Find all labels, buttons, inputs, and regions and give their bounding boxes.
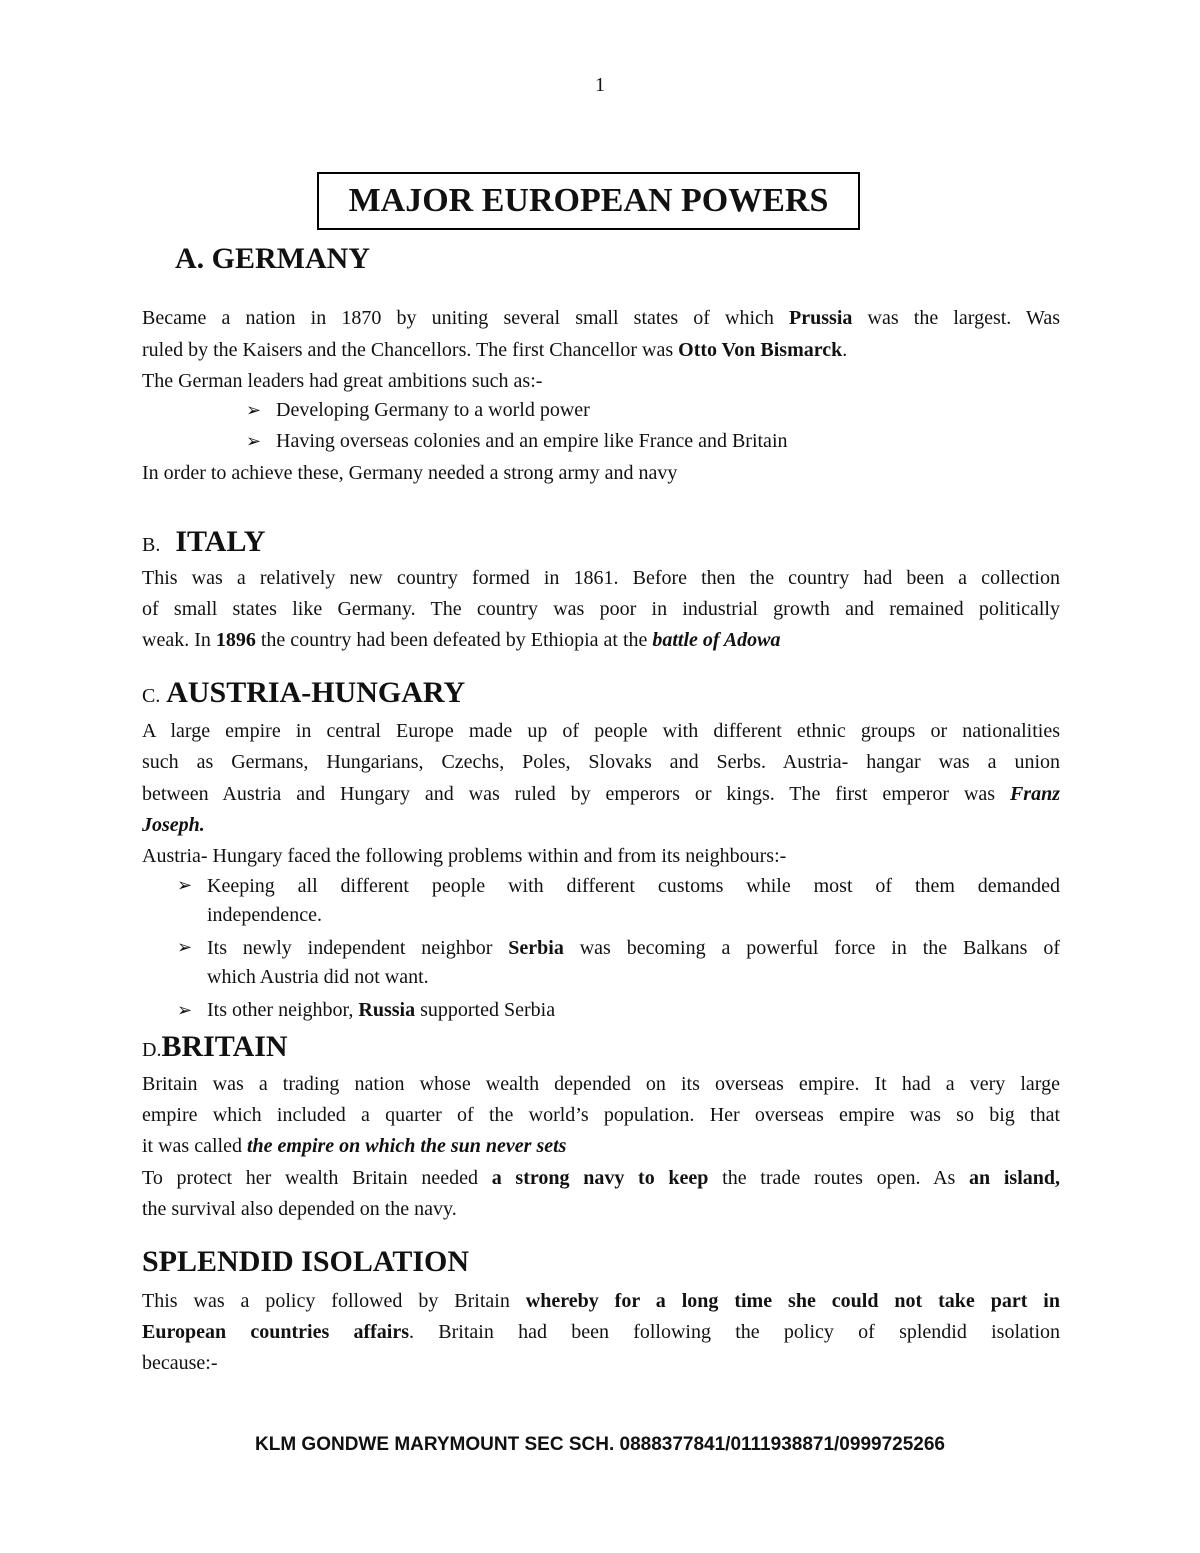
text: Its other neighbor, [207, 999, 359, 1021]
page-title: MAJOR EUROPEAN POWERS [348, 182, 829, 219]
bold-text: Otto Von Bismarck [678, 339, 843, 361]
germany-heading: A. GERMANY [175, 242, 370, 275]
page-number: 1 [595, 74, 605, 96]
italy-line-2: of small states like Germany. The country was poor in industrial growth and remained politically [142, 598, 1060, 620]
text: Its newly independent neighbor [207, 937, 509, 959]
bold-italic-text: the empire on which the sun never sets [246, 1135, 567, 1157]
britain-line-3 [142, 1134, 1060, 1158]
britain-line-5: the survival also depended on the navy. [142, 1198, 457, 1220]
austria-bullet-1 [177, 875, 1060, 927]
bold-text: an island, [969, 1167, 1061, 1189]
germany-bullet-2 [246, 430, 788, 453]
text: supported Serbia [415, 999, 556, 1021]
bold-italic-text: Joseph. [142, 814, 205, 836]
bold-text: a strong navy to keep [491, 1167, 709, 1189]
arrowhead-bullet-icon: ➢ [246, 400, 262, 420]
text: ruled by the Kaisers and the Chancellors. The first Chancellor was [142, 339, 679, 361]
bold-text: Serbia [508, 937, 564, 959]
austria-line-2: such as Germans, Hungarians, Czechs, Poles, Slovaks and Serbs. Austria- hangar was a union [142, 751, 1060, 773]
isolation-line-3: because:- [142, 1352, 218, 1374]
bold-text: European countries affairs [142, 1321, 410, 1343]
section-title: AUSTRIA-HUNGARY [166, 676, 466, 709]
title-box [317, 172, 860, 230]
text: Developing Germany to a world power [276, 399, 590, 421]
text: the country had been defeated by Ethiopia at the [255, 629, 653, 651]
austria-line-1: A large empire in central Europe made up of people with different ethnic groups or nationalities [142, 720, 1060, 742]
britain-line-4 [142, 1166, 1060, 1190]
text: between Austria and Hungary and was ruled by emperors or kings. The first emperor was [142, 783, 1010, 805]
arrowhead-bullet-icon: ➢ [246, 431, 262, 451]
bold-text: Russia [358, 999, 416, 1021]
text [207, 937, 1060, 960]
text: independence. [207, 904, 322, 926]
bold-italic-text: Franz [1009, 783, 1060, 805]
germany-line-3: The German leaders had great ambitions such as:- [142, 370, 543, 392]
text: it was called [142, 1135, 247, 1157]
page-footer: KLM GONDWE MARYMOUNT SEC SCH. 0888377841/0111938871/0999725266 [255, 1434, 945, 1455]
germany-line-1 [142, 306, 1060, 330]
bold-text: Prussia [789, 307, 853, 329]
britain-line-1: Britain was a trading nation whose wealth depended on its overseas empire. It had a very large [142, 1073, 1060, 1095]
section-title: BRITAIN [161, 1030, 288, 1063]
austria-bullet-3 [177, 999, 555, 1022]
britain-heading [142, 1030, 288, 1064]
germany-bullet-1 [246, 399, 590, 422]
section-letter: D. [142, 1039, 162, 1061]
text: the trade routes open. As [708, 1167, 970, 1189]
section-letter: C. [142, 685, 161, 707]
text: . Britain had been following the policy of splendid isolation [409, 1321, 1061, 1343]
bold-text: 1896 [215, 629, 256, 651]
germany-line-4: In order to achieve these, Germany needed a strong army and navy [142, 462, 678, 484]
arrowhead-bullet-icon: ➢ [177, 875, 193, 895]
section-letter: B. [142, 534, 161, 556]
italy-heading [142, 525, 265, 559]
text: was the largest. Was [852, 307, 1060, 329]
germany-line-2 [142, 338, 1060, 362]
italy-line-3 [142, 628, 1060, 652]
isolation-line-1 [142, 1289, 1060, 1313]
italy-line-1: This was a relatively new country formed in 1861. Before then the country had been a collection [142, 567, 1060, 589]
britain-line-2: empire which included a quarter of the world’s population. Her overseas empire was so big that [142, 1104, 1060, 1126]
isolation-heading: SPLENDID ISOLATION [142, 1245, 470, 1278]
text: To protect her wealth Britain needed [142, 1167, 492, 1189]
text: which Austria did not want. [207, 966, 429, 988]
text: . [842, 339, 848, 361]
section-title: ITALY [175, 525, 266, 558]
arrowhead-bullet-icon: ➢ [177, 937, 193, 957]
isolation-line-2 [142, 1320, 1060, 1344]
arrowhead-bullet-icon: ➢ [177, 1000, 193, 1020]
bold-italic-text: battle of Adowa [652, 629, 781, 651]
austria-line-4 [142, 813, 1060, 837]
text: was becoming a powerful force in the Balkans of [563, 937, 1061, 959]
text: Became a nation in 1870 by uniting several small states of which [142, 307, 790, 329]
austria-line-5: Austria- Hungary faced the following problems within and from its neighbours:- [142, 845, 787, 867]
austria-bullet-2 [177, 937, 1060, 989]
text: weak. In [142, 629, 216, 651]
text: Keeping all different people with different customs while most of them demanded [207, 875, 1060, 897]
bold-text: whereby for a long time she could not take part in [525, 1290, 1060, 1312]
bullet-row [177, 937, 1060, 960]
bullet-row [177, 875, 1060, 898]
text: This was a policy followed by Britain [142, 1290, 526, 1312]
austria-line-3 [142, 782, 1060, 806]
text: Having overseas colonies and an empire like France and Britain [276, 430, 788, 452]
austria-heading [142, 676, 465, 710]
